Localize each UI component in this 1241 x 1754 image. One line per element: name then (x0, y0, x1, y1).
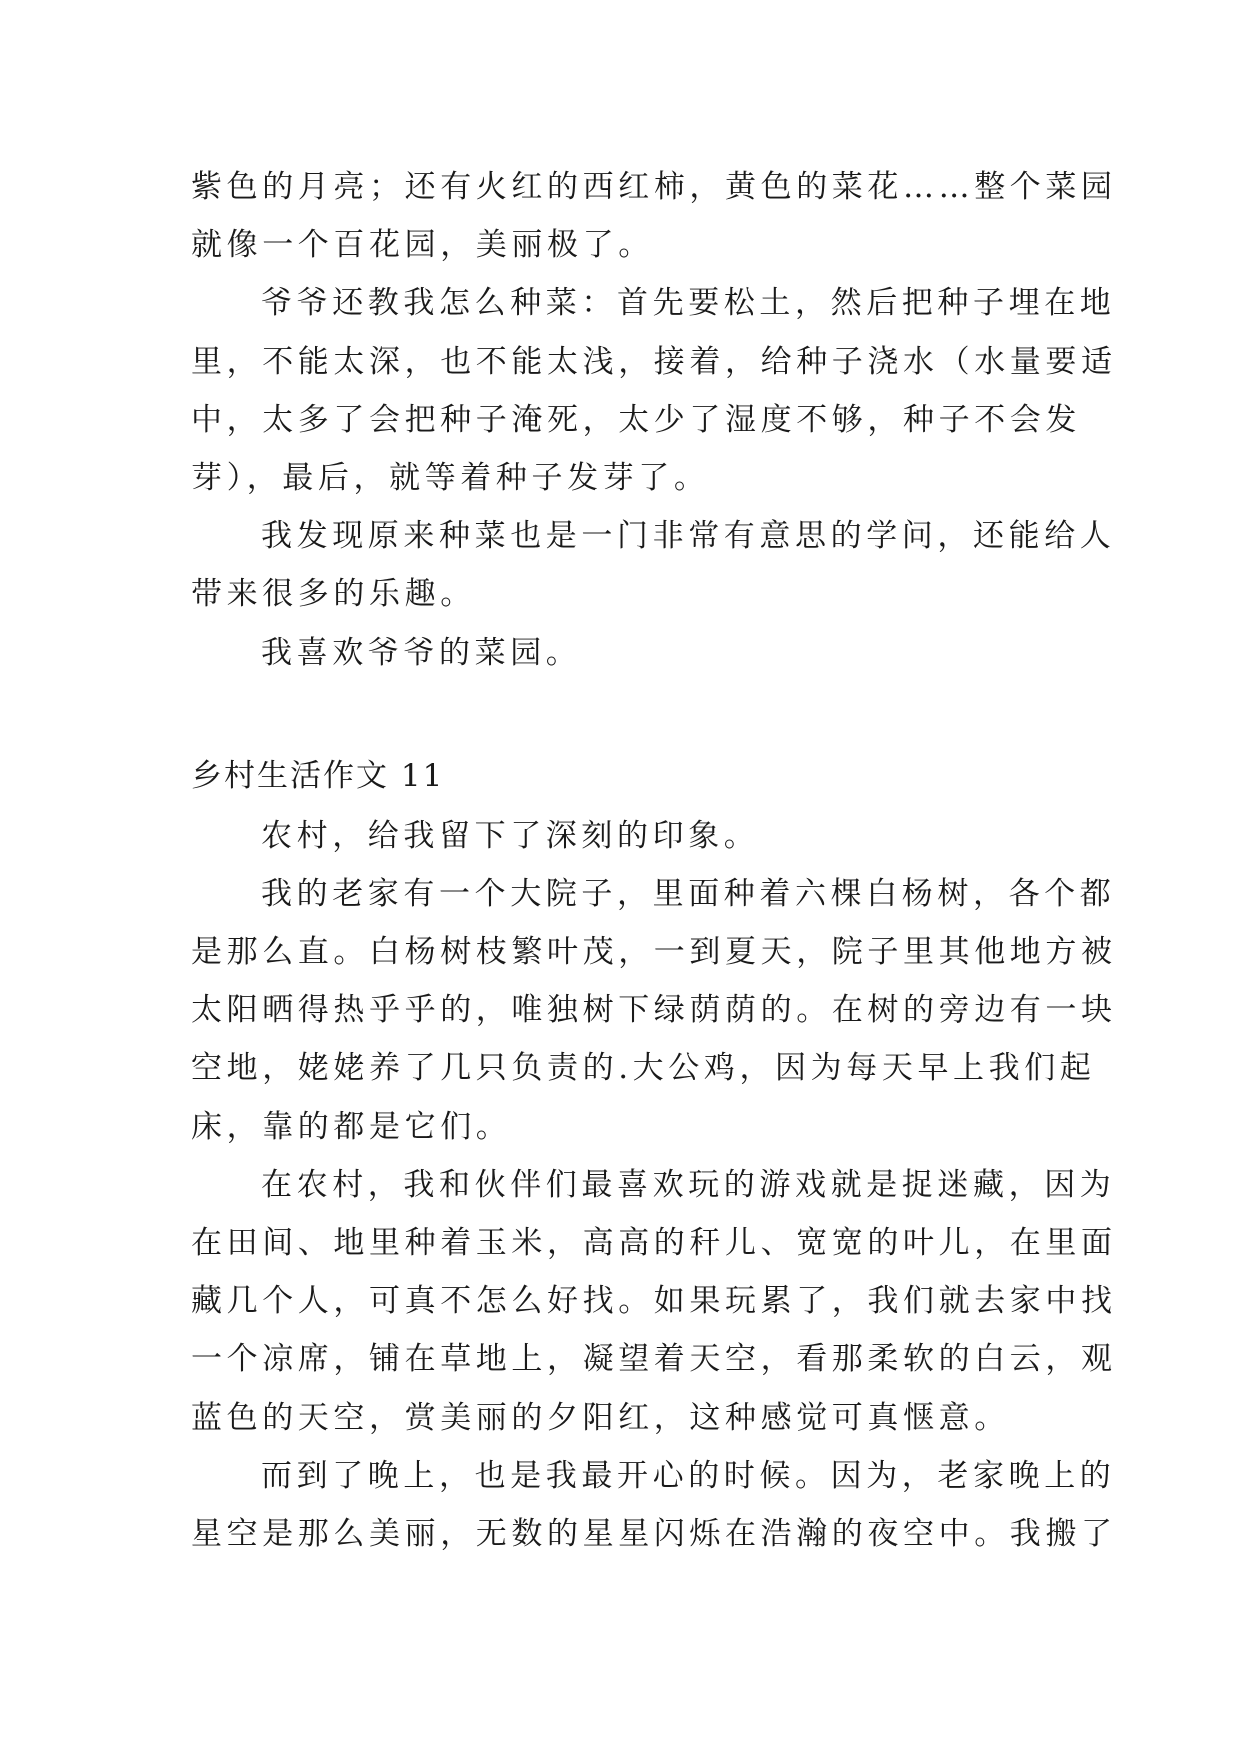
text-line: 蓝色的天空，赏美丽的夕阳红，这种感觉可真惬意。 (191, 1399, 1010, 1436)
text-line: 太阳晒得热乎乎的，唯独树下绿荫荫的。在树的旁边有一块 (191, 992, 1117, 1029)
text-line: 中，太多了会把种子淹死，太少了湿度不够，种子不会发 (191, 401, 1081, 438)
paragraph-start-line: 在农村，我和伙伴们最喜欢玩的游戏就是捉迷藏，因为 (261, 1166, 1116, 1203)
text-line: 空地，姥姥养了几只负责的.大公鸡，因为每天早上我们起 (191, 1050, 1096, 1087)
text-line: 紫色的月亮；还有火红的西红柿，黄色的菜花……整个菜园 (191, 169, 1117, 205)
text-line: 藏几个人，可真不怎么好找。如果玩累了，我们就去家中找 (191, 1283, 1117, 1320)
document-page (191, 158, 1117, 1563)
text-line: 一个凉席，铺在草地上，凝望着天空，看那柔软的白云，观 (191, 1341, 1117, 1378)
text-line: 就像一个百花园，美丽极了。 (191, 227, 654, 264)
essay-title: 乡村生活作文 11 (191, 757, 445, 794)
text-line: 床，靠的都是它们。 (191, 1108, 512, 1145)
essay-section-garden (191, 158, 1117, 682)
text-line: 芽），最后，就等着种子发芽了。 (191, 459, 710, 496)
paragraph-start-line: 农村，给我留下了深刻的印象。 (261, 817, 760, 854)
text-line: 是那么直。白杨树枝繁叶茂，一到夏天，院子里其他地方被 (191, 934, 1117, 971)
text-line: 带来很多的乐趣。 (191, 576, 476, 613)
essay-section-rural-life (191, 746, 1117, 1563)
text-line: 里，不能太深，也不能太浅，接着，给种子浇水（水量要适 (191, 343, 1117, 380)
text-line: 在田间、地里种着玉米，高高的秆儿、宽宽的叶儿，在里面 (191, 1225, 1117, 1261)
paragraph-start-line: 我喜欢爷爷的菜园。 (261, 634, 582, 671)
paragraph-start-line: 我的老家有一个大院子，里面种着六棵白杨树，各个都 (261, 875, 1116, 912)
paragraph-start-line: 而到了晚上，也是我最开心的时候。因为，老家晚上的 (261, 1457, 1116, 1494)
text-line: 星空是那么美丽，无数的星星闪烁在浩瀚的夜空中。我搬了 (191, 1515, 1117, 1552)
paragraph-start-line: 爷爷还教我怎么种菜：首先要松土，然后把种子埋在地 (261, 285, 1116, 322)
paragraph-start-line: 我发现原来种菜也是一门非常有意思的学问，还能给人 (261, 518, 1116, 555)
